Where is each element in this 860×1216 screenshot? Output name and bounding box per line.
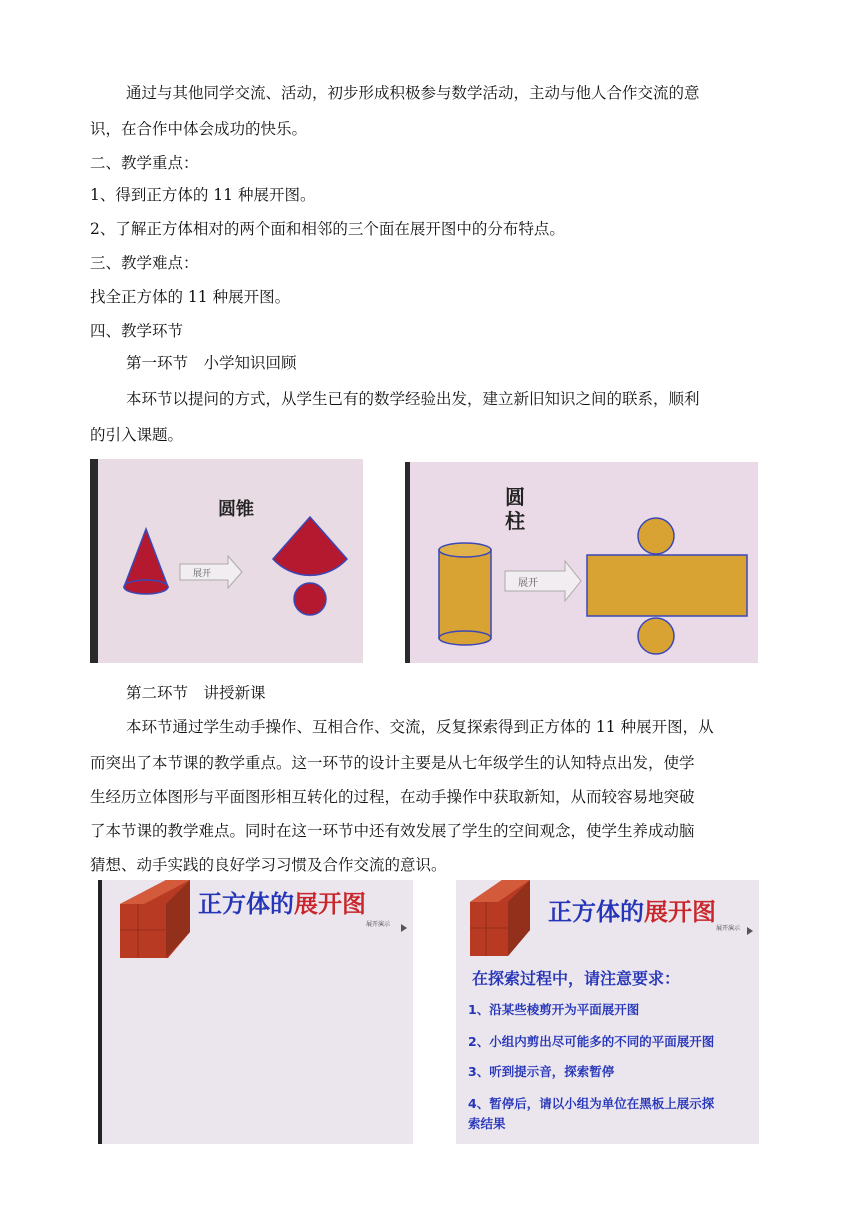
demo-label: 展开演示 — [366, 921, 391, 928]
subsection-title: 第一环节 小学知识回顾 — [126, 354, 297, 372]
paragraph-line: 生经历立体图形与平面图形相互转化的过程，在动手操作中获取新知，从而较容易地突破 — [90, 788, 695, 806]
slide-title-red: 展开图 — [644, 898, 716, 926]
cylinder-slide-photo — [405, 462, 758, 663]
arrow-label: 展开 — [518, 578, 538, 589]
cube-slide-photo-2 — [456, 880, 759, 1144]
cube-slide-photo-1 — [98, 880, 413, 1144]
requirement-item-3: 3、听到提示音，探索暂停 — [468, 1064, 615, 1079]
slide-title-red: 展开图 — [294, 890, 366, 918]
requirement-item-4: 4、暂停后，请以小组为单位在黑板上展示探 — [468, 1096, 715, 1111]
paragraph-line: 本环节以提问的方式，从学生已有的数学经验出发，建立新旧知识之间的联系，顺利 — [126, 390, 700, 408]
requirement-item-2: 2、小组内剪出尽可能多的不同的平面展开图 — [468, 1034, 715, 1049]
section-heading: 四、教学环节 — [90, 322, 184, 340]
svg-text:正方体的展开图 — [198, 890, 366, 918]
cone-slide-photo — [90, 459, 363, 663]
slide-title-blue: 正方体的 — [198, 890, 294, 918]
key-point-1: 1、得到正方体的 11 种展开图。 — [90, 186, 316, 204]
difficulty-text: 找全正方体的 11 种展开图。 — [90, 288, 291, 306]
svg-text:正方体的展开图 — [548, 898, 716, 926]
slide-title-blue: 正方体的 — [548, 898, 644, 926]
cone-title: 圆锥 — [218, 499, 254, 520]
requirements-heading: 在探索过程中，请注意要求： — [472, 969, 681, 988]
subsection-title: 第二环节 讲授新课 — [126, 684, 266, 702]
paragraph-line: 通过与其他同学交流、活动，初步形成积极参与数学活动，主动与他人合作交流的意 — [126, 84, 700, 102]
arrow-label: 展开 — [193, 569, 212, 579]
cylinder-title-line1: 圆 — [505, 485, 525, 509]
demo-label: 展开演示 — [716, 925, 741, 932]
paragraph-line: 本环节通过学生动手操作、互相合作、交流，反复探索得到正方体的 11 种展开图，从 — [126, 718, 714, 736]
requirement-item-1: 1、沿某些棱剪开为平面展开图 — [468, 1002, 640, 1017]
key-point-2: 2、了解正方体相对的两个面和相邻的三个面在展开图中的分布特点。 — [90, 220, 565, 238]
section-heading: 二、教学重点： — [90, 154, 199, 172]
requirement-item-4-cont: 索结果 — [468, 1116, 506, 1131]
paragraph-line: 的引入课题。 — [90, 426, 184, 444]
paragraph-line: 猜想、动手实践的良好学习习惯及合作交流的意识。 — [90, 856, 447, 874]
paragraph-line: 而突出了本节课的教学重点。这一环节的设计主要是从七年级学生的认知特点出发，使学 — [90, 754, 695, 772]
paragraph-line: 识，在合作中体会成功的快乐。 — [90, 120, 308, 138]
cylinder-icon — [439, 543, 491, 645]
paragraph-line: 了本节课的教学难点。同时在这一环节中还有效发展了学生的空间观念，使学生养成动脑 — [90, 822, 695, 840]
cylinder-title-line2: 柱 — [505, 509, 525, 533]
section-heading: 三、教学难点： — [90, 254, 199, 272]
